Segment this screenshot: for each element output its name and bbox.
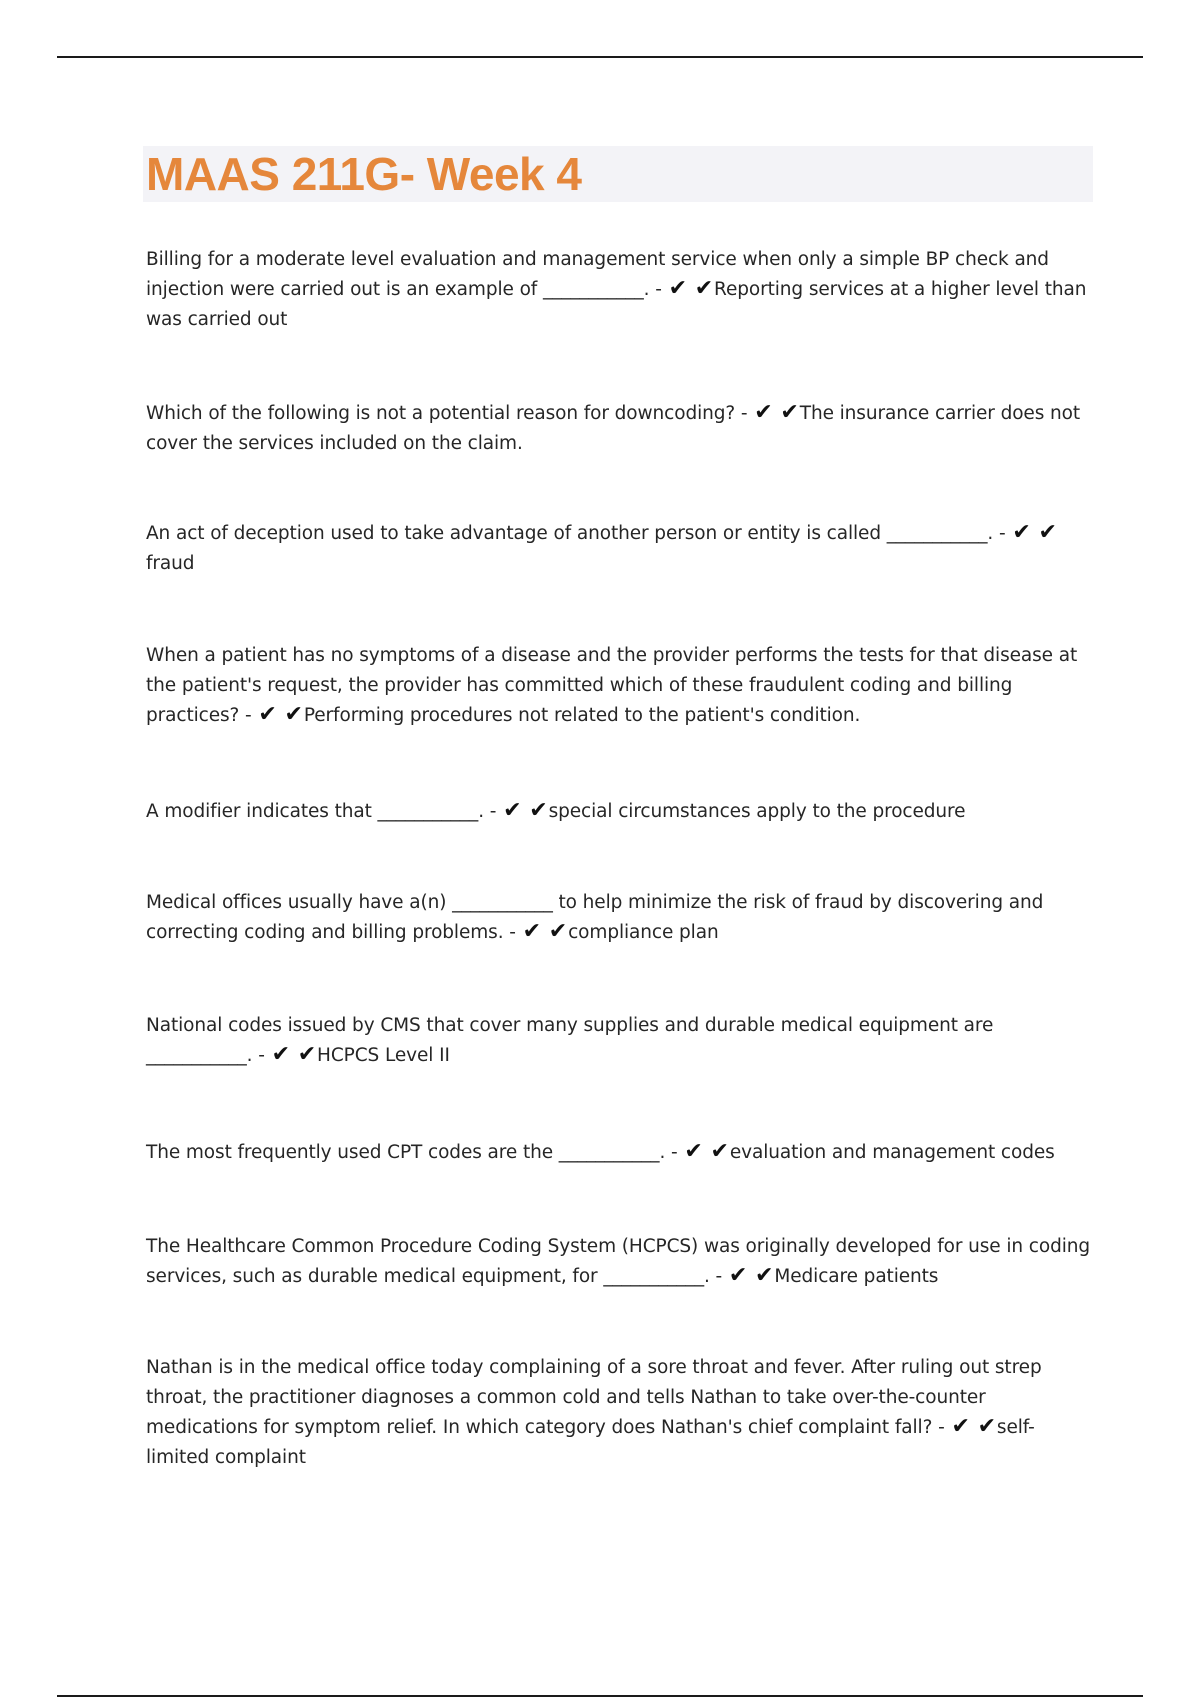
qa-item-7	[146, 1011, 1096, 1071]
check-icon: ✔	[754, 400, 773, 425]
check-icon: ✔	[548, 919, 568, 944]
answer-text: compliance plan	[568, 922, 719, 943]
question-text: Which of the following is not a potential reason for downcoding? -	[146, 403, 754, 424]
question-text: Billing for a moderate level evaluation and management service when only a simple BP check and injection were carried out is an example of ___________. -	[146, 249, 1049, 300]
check-icon: ✔	[710, 1139, 729, 1164]
qa-item-3	[146, 519, 1096, 579]
check-icon: ✔	[503, 798, 522, 823]
question-text: The Healthcare Common Procedure Coding System (HCPCS) was originally developed for use in coding services, such as durable medical equipment, for ___________. -	[146, 1236, 1091, 1287]
question-text: A modifier indicates that ___________. -	[146, 801, 503, 822]
check-icon: ✔	[755, 1263, 774, 1288]
question-text: When a patient has no symptoms of a disease and the provider performs the tests for that disease at the patient's request, the provider has committed which of these fraudulent coding and billing practices? -	[146, 645, 1078, 726]
qa-item-2	[146, 399, 1096, 459]
bottom-rule	[57, 1695, 1143, 1697]
answer-text: self-limited complaint	[146, 1417, 1035, 1468]
check-icon: ✔	[977, 1414, 996, 1439]
question-text: National codes issued by CMS that cover many supplies and durable medical equipment are ___________. -	[146, 1015, 994, 1066]
qa-item-1	[146, 245, 1096, 335]
qa-item-6	[146, 888, 1096, 948]
answer-text: special circumstances apply to the procedure	[548, 801, 966, 822]
check-icon: ✔	[780, 400, 799, 425]
check-icon: ✔	[951, 1414, 970, 1439]
qa-item-10	[146, 1353, 1096, 1473]
check-icon: ✔	[728, 1263, 748, 1288]
check-icon: ✔	[284, 702, 303, 727]
check-icon: ✔	[529, 798, 548, 823]
check-icon: ✔	[258, 702, 277, 727]
qa-item-9	[146, 1232, 1096, 1292]
answer-text: The insurance carrier does not cover the services included on the claim.	[146, 403, 1081, 454]
top-rule	[57, 56, 1143, 58]
question-text: An act of deception used to take advantage of another person or entity is called ___________. -	[146, 523, 1012, 544]
question-text: Nathan is in the medical office today complaining of a sore throat and fever. After ruling out strep throat, the practitioner diagnoses a common cold and tells Nathan to take over-the-counter medications for symptom relief. In which category does Nathan's chief complaint fall? -	[146, 1357, 1042, 1438]
qa-item-4	[146, 641, 1096, 731]
document-title: MAAS 211G- Week 4	[146, 148, 582, 200]
question-text: Medical offices usually have a(n) ___________ to help minimize the risk of fraud by discovering and correcting coding and billing problems. -	[146, 892, 1044, 943]
check-icon: ✔	[297, 1042, 317, 1067]
answer-text: fraud	[146, 553, 195, 574]
check-icon: ✔	[271, 1042, 290, 1067]
answer-text: HCPCS Level II	[317, 1045, 450, 1066]
question-text: The most frequently used CPT codes are the ___________. -	[146, 1142, 684, 1163]
answer-text: Performing procedures not related to the patient's condition.	[303, 705, 861, 726]
check-icon: ✔	[684, 1139, 703, 1164]
check-icon: ✔	[1012, 520, 1031, 545]
qa-item-5	[146, 797, 1096, 827]
check-icon: ✔	[668, 276, 687, 301]
check-icon: ✔	[522, 919, 541, 944]
check-icon: ✔	[694, 276, 714, 301]
answer-text: Reporting services at a higher level than was carried out	[146, 279, 1087, 330]
check-icon: ✔	[1038, 520, 1057, 545]
answer-text: evaluation and management codes	[729, 1142, 1055, 1163]
answer-text: Medicare patients	[774, 1266, 939, 1287]
qa-item-8	[146, 1138, 1096, 1168]
